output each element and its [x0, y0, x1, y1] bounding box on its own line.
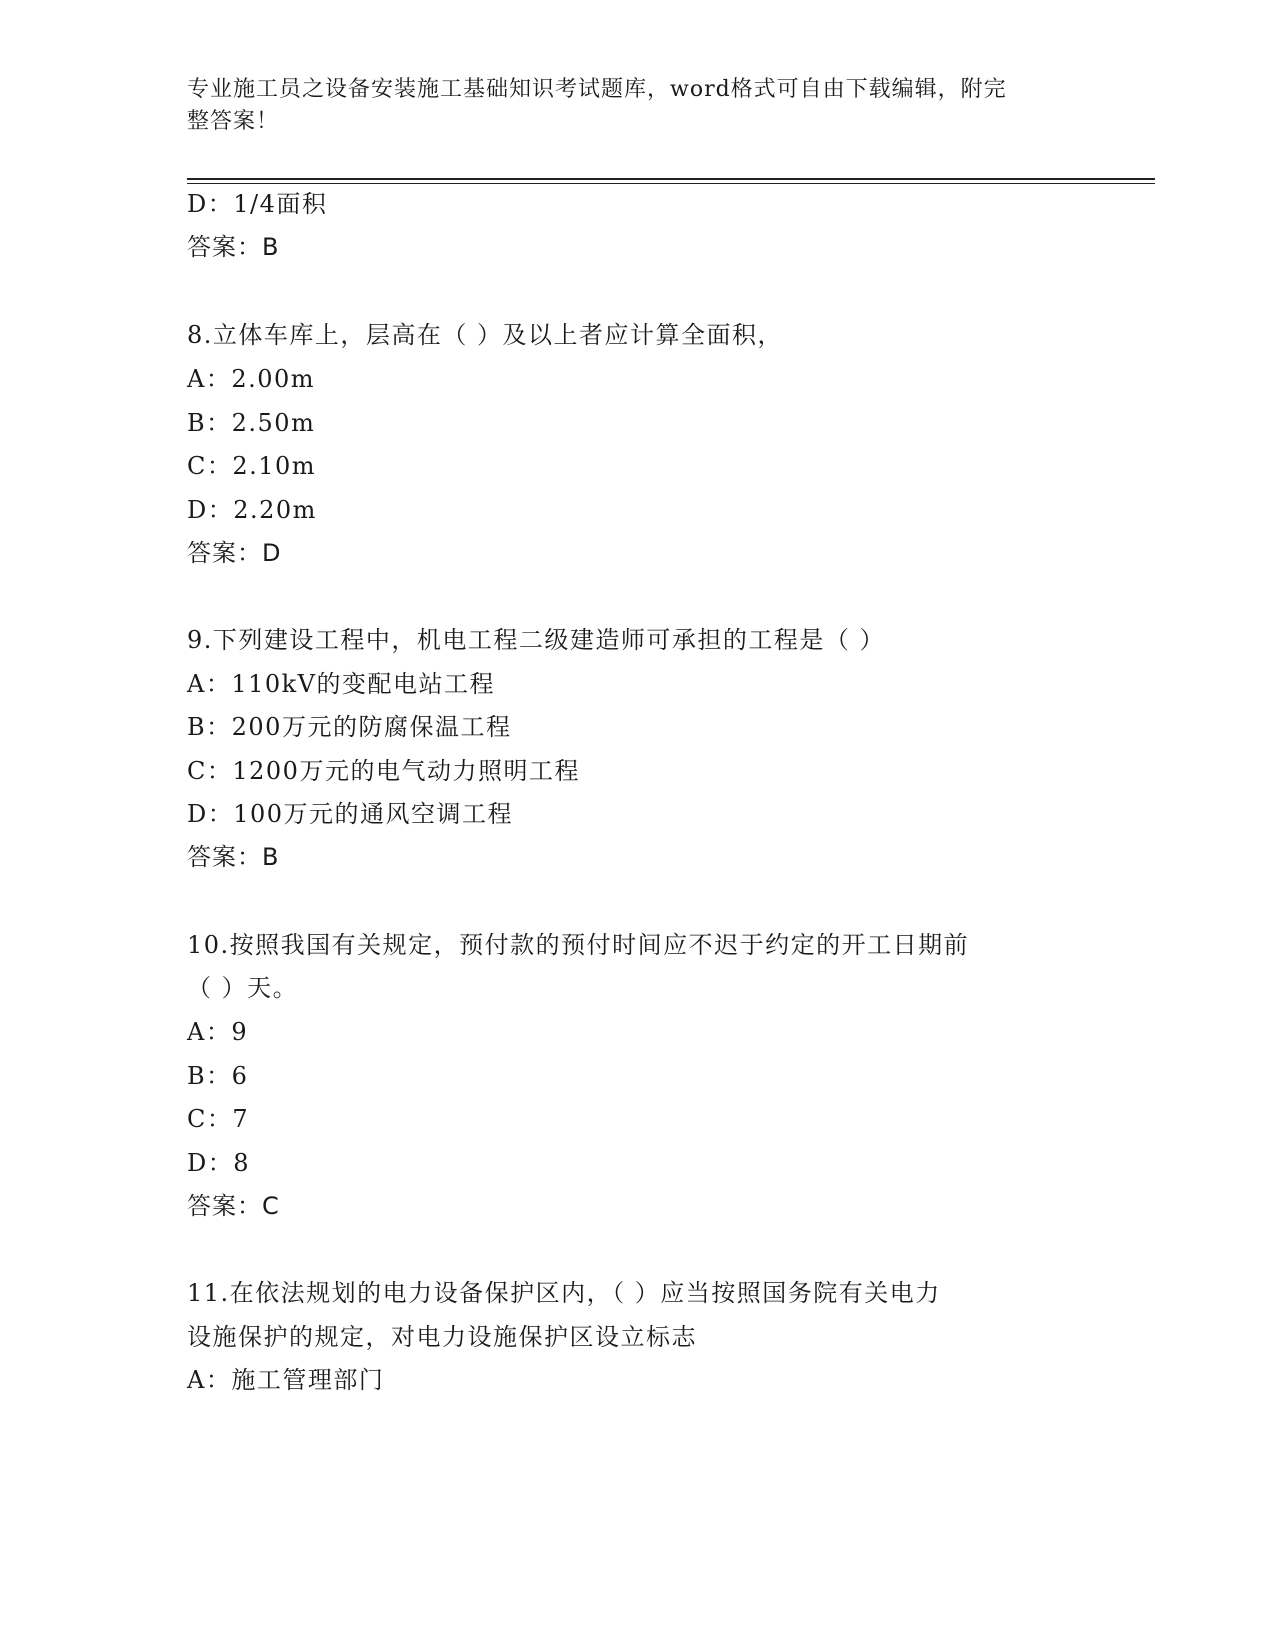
option-line: A：2.00m: [187, 365, 316, 393]
header-line-1: 专业施工员之设备安装施工基础知识考试题库，word格式可自由下载编辑，附完: [187, 77, 1007, 102]
option-line: A：9: [187, 1018, 249, 1046]
option-line: D：2.20m: [187, 496, 317, 524]
option-line: D：1/4面积: [187, 190, 328, 218]
option-line: B：2.50m: [187, 409, 316, 437]
header-line-2: 整答案！: [187, 109, 280, 134]
option-line: D：100万元的通风空调工程: [187, 800, 514, 828]
question-line: 11.在依法规划的电力设备保护区内，（ ）应当按照国务院有关电力: [187, 1279, 941, 1307]
option-line: D：8: [187, 1149, 251, 1177]
question-line-continued: 设施保护的规定，对电力设施保护区设立标志: [187, 1323, 697, 1351]
header-divider: [187, 178, 1155, 184]
option-line: C：7: [187, 1105, 250, 1133]
question-line: 9.下列建设工程中，机电工程二级建造师可承担的工程是（ ）: [187, 626, 886, 654]
question-line: 8.立体车库上，层高在（ ）及以上者应计算全面积，: [187, 321, 784, 349]
answer-line: 答案：B: [187, 843, 280, 871]
answer-line: 答案：C: [187, 1192, 280, 1220]
answer-line: 答案：D: [187, 539, 282, 567]
question-line-continued: （ ）天。: [187, 974, 299, 1002]
question-line: 10.按照我国有关规定，预付款的预付时间应不迟于约定的开工日期前: [187, 931, 970, 959]
option-line: B：200万元的防腐保温工程: [187, 713, 512, 741]
document-header: [187, 74, 1067, 138]
answer-line: 答案：B: [187, 233, 280, 261]
option-line: A：施工管理部门: [187, 1366, 385, 1394]
option-line: C：1200万元的电气动力照明工程: [187, 757, 580, 785]
option-line: B：6: [187, 1062, 249, 1090]
option-line: C：2.10m: [187, 452, 317, 480]
option-line: A：110kV的变配电站工程: [187, 670, 496, 698]
